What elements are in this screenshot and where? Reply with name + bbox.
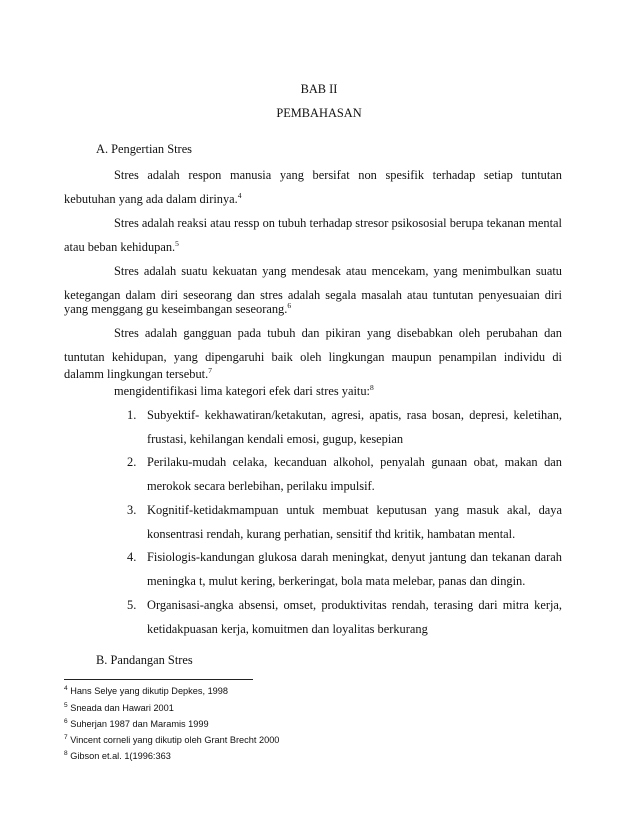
paragraph-4-line-1: Stres adalah gangguan pada tubuh dan pikiran yang disebabkan oleh perubahan dan — [114, 326, 562, 340]
footnote-5 — [64, 702, 174, 714]
categories-intro — [114, 383, 374, 399]
footnote-ref-5: 5 — [175, 238, 179, 248]
section-a-heading: A. Pengertian Stres — [96, 142, 193, 156]
paragraph-1-line-2 — [64, 191, 242, 207]
paragraph-2-text: atau beban kehidupan. — [64, 240, 176, 254]
category-4-line-2: meningka t, mulut kering, berkeringat, bola mata melebar, panas dan dingin. — [147, 574, 526, 588]
footnote-number: 7 — [64, 733, 68, 741]
paragraph-2-line-2 — [64, 239, 179, 255]
footnote-number: 6 — [64, 717, 68, 725]
category-1-line-1: Subyektif- kekhawatiran/ketakutan, agresi, apatis, rasa bosan, depresi, keletihan, — [147, 408, 562, 422]
paragraph-3-line-1: Stres adalah suatu kekuatan yang mendesak atau mencekam, yang menimbulkan suatu — [114, 264, 562, 278]
footnote-text: Gibson et.al. 1(1996:363 — [70, 751, 171, 761]
category-5-line-1: Organisasi-angka absensi, omset, produktivitas rendah, terasing dari mitra kerja, — [147, 598, 562, 612]
category-number-1: 1. — [127, 408, 137, 422]
footnote-text: Vincent corneli yang dikutip oleh Grant Brecht 2000 — [70, 735, 280, 745]
footnote-7 — [64, 734, 279, 746]
category-number-5: 5. — [127, 598, 137, 612]
category-5-line-2: ketidakpuasan kerja, komuitmen dan loyalitas berkurang — [147, 622, 428, 636]
footnote-4 — [64, 685, 228, 697]
footnote-number: 4 — [64, 684, 68, 692]
paragraph-1-text: kebutuhan yang ada dalam dirinya. — [64, 192, 238, 206]
paragraph-4-line-2: tuntutan kehidupan, yang dipengaruhi baik oleh lingkungan maupun penampilan individu di — [64, 350, 562, 364]
categories-intro-text: mengidentifikasi lima kategori efek dari stres yaitu: — [114, 384, 370, 398]
category-2-line-2: merokok secara berlebihan, perilaku impulsif. — [147, 479, 375, 493]
footnote-text: Suherjan 1987 dan Maramis 1999 — [70, 719, 209, 729]
category-2-line-1: Perilaku-mudah celaka, kecanduan alkohol, penyalah gunaan obat, makan dan — [147, 455, 562, 469]
section-b-heading: B. Pandangan Stres — [96, 653, 193, 667]
footnote-ref-4: 4 — [237, 190, 242, 200]
footnote-number: 5 — [64, 701, 68, 709]
paragraph-3-line-3 — [64, 301, 291, 317]
paragraph-2-line-1: Stres adalah reaksi atau ressp on tubuh terhadap stresor psikososial berupa tekanan mental — [114, 216, 562, 230]
footnote-ref-6: 6 — [287, 300, 292, 310]
paragraph-3-line-2: ketegangan dalam diri seseorang dan stres adalah segala masalah atau tuntutan penyesuaian diri — [64, 288, 562, 302]
category-4-line-1: Fisiologis-kandungan glukosa darah meningkat, denyut jantung dan tekanan darah — [147, 550, 562, 564]
footnote-6 — [64, 718, 209, 730]
paragraph-3-text: yang menggang gu keseimbangan seseorang. — [64, 302, 288, 316]
footnote-ref-8: 8 — [370, 382, 374, 392]
category-number-2: 2. — [127, 455, 137, 469]
category-3-line-1: Kognitif-ketidakmampuan untuk membuat keputusan yang masuk akal, daya — [147, 503, 562, 517]
footnote-8 — [64, 750, 171, 762]
footnote-text: Sneada dan Hawari 2001 — [70, 703, 174, 713]
category-number-4: 4. — [127, 550, 137, 564]
category-3-line-2: konsentrasi rendah, kurang perhatian, sensitif thd kritik, hambatan mental. — [147, 527, 516, 541]
paragraph-1-line-1: Stres adalah respon manusia yang bersifat non spesifik terhadap setiap tuntutan — [114, 168, 562, 182]
category-1-line-2: frustasi, kehilangan kendali emosi, gugup, kesepian — [147, 432, 404, 446]
footnote-divider — [64, 679, 253, 680]
paragraph-4-line-3 — [64, 366, 212, 382]
footnote-ref-7: 7 — [208, 365, 212, 375]
section-title: PEMBAHASAN — [276, 106, 362, 120]
footnote-text: Hans Selye yang dikutip Depkes, 1998 — [70, 686, 229, 696]
chapter-label: BAB II — [300, 82, 338, 96]
category-number-3: 3. — [127, 503, 137, 517]
footnote-number: 8 — [64, 749, 68, 757]
paragraph-4-text: dalamm lingkungan tersebut. — [64, 367, 209, 381]
